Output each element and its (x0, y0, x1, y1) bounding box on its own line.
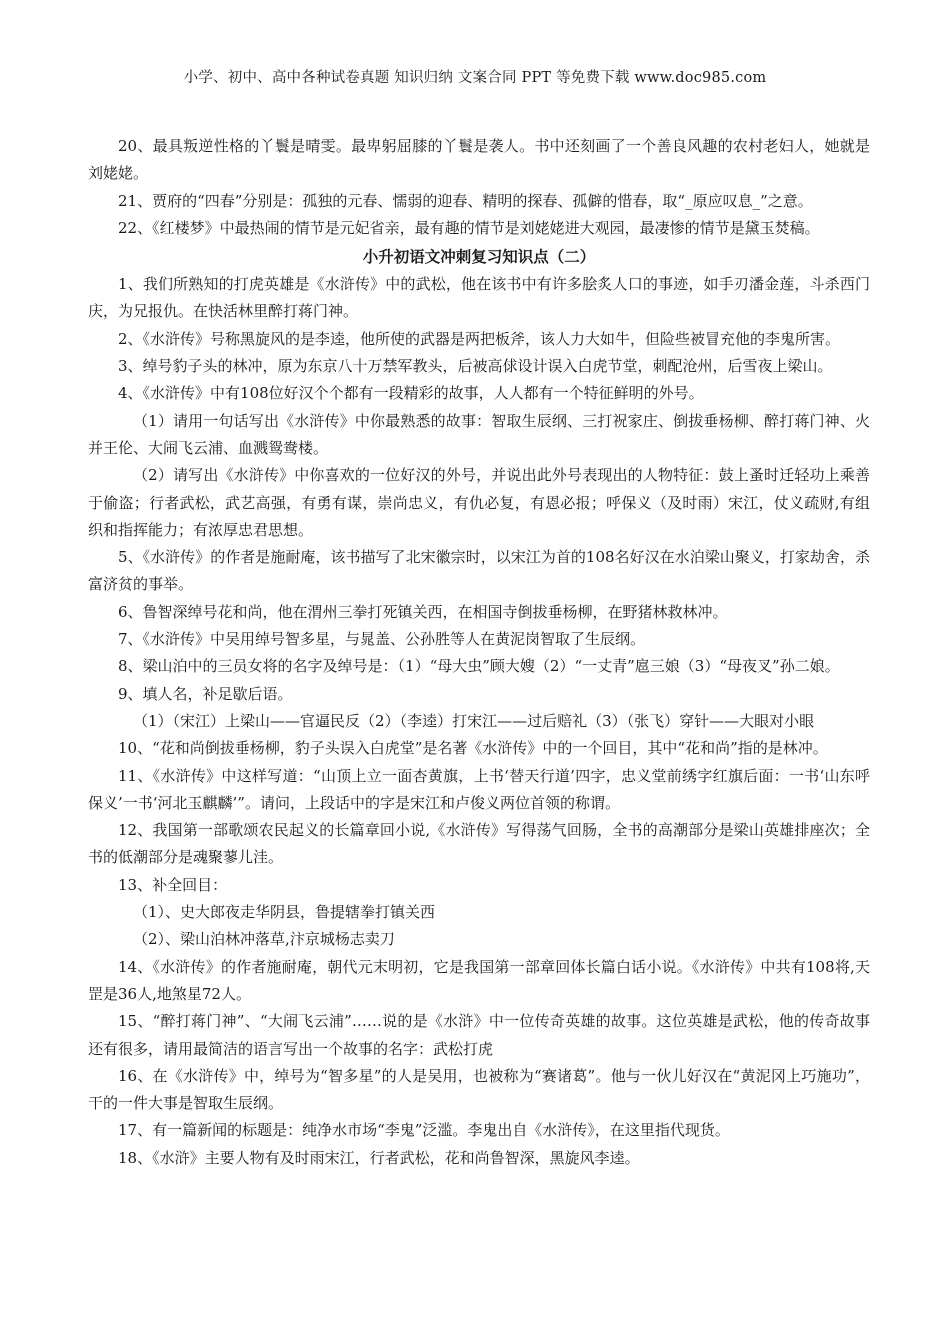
paragraph-17: 17、有一篇新闻的标题是：纯净水市场“李鬼”泛滥。李鬼出自《水浒传》，在这里指代现货。 (118, 1121, 730, 1140)
paragraph-12: 12、我国第一部歌颂农民起义的长篇章回小说,《水浒传》写得荡气回肠，全书的高潮部分是梁山英雄排座次；全书的低潮部分是魂聚蓼儿洼。 (88, 821, 870, 867)
paragraph-13: 13、补全回目： (118, 875, 228, 894)
paragraph-16: 16、在《水浒传》中，绰号为“智多星”的人是吴用，也被称为“赛诸葛”。他与一伙儿好汉在“黄泥冈上巧施功”，干的一件大事是智取生辰纲。 (88, 1066, 870, 1113)
paragraph-11: 11、《水浒传》中这样写道：“山顶上立一面杏黄旗，上书‘替天行道’四字，忠义堂前绣字红旗后面：一书‘山东呼保义’一书‘河北玉麒麟’”。请问，上段话中的字是宋江和卢俊义两位首领的称谓。 (88, 766, 870, 812)
paragraph-10: 10、“花和尚倒拔垂杨柳，豹子头误入白虎堂”是名著《水浒传》中的一个回目，其中“花和尚”指的是林冲。 (118, 739, 828, 758)
section-title: 小升初语文冲刺复习知识点（二） (362, 247, 596, 267)
paragraph-7: 7、《水浒传》中吴用绰号智多星，与晁盖、公孙胜等人在黄泥岗智取了生辰纲。 (118, 630, 646, 649)
paragraph-18: 18、《水浒》主要人物有及时雨宋江，行者武松，花和尚鲁智深，黑旋风李逵。 (118, 1148, 640, 1167)
paragraph-13-1: （1）、史大郎夜走华阴县，鲁提辖拳打镇关西 (133, 903, 436, 922)
paragraph-22: 22、《红楼梦》中最热闹的情节是元妃省亲，最有趣的情节是刘姥姥进大观园，最凄惨的情节是黛玉焚稿。 (118, 218, 820, 237)
paragraph-4-1: （1）请用一句话写出《水浒传》中你最熟悉的故事：智取生辰纲、三打祝家庄、倒拔垂杨柳、醉打蒋门神、火并王伦、大闹飞云浦、血溅鸳鸯楼。 (88, 411, 870, 457)
paragraph-9-answers: （1）（宋江）上梁山——官逼民反（2）（李逵）打宋江——过后赔礼（3）（张飞）穿针——大眼对小眼 (133, 711, 815, 730)
paragraph-5: 5、《水浒传》的作者是施耐庵，该书描写了北宋徽宗时，以宋江为首的108名好汉在水泊梁山聚义，打家劫舍，杀富济贫的事举。 (88, 548, 870, 594)
paragraph-9: 9、填人名，补足歇后语。 (118, 684, 293, 703)
paragraph-4: 4、《水浒传》中有108位好汉个个都有一段精彩的故事，人人都有一个特征鲜明的外号。 (118, 384, 704, 403)
paragraph-3: 3、绰号豹子头的林冲，原为东京八十万禁军教头，后被高俅设计误入白虎节堂，刺配沧州，后雪夜上梁山。 (118, 357, 833, 376)
paragraph-8: 8、梁山泊中的三员女将的名字及绰号是：（1）“母大虫”顾大嫂（2）“一丈青”扈三娘（3）“母夜叉”孙二娘。 (118, 657, 840, 676)
paragraph-2: 2、《水浒传》号称黑旋风的是李逵，他所使的武器是两把板斧，该人力大如牛，但险些被冒充他的李鬼所害。 (118, 329, 841, 348)
document-body (88, 133, 870, 1172)
paragraph-21: 21、贾府的“四春”分别是：孤独的元春、懦弱的迎春、精明的探春、孤僻的惜春，取“_原应叹息_”之意。 (118, 191, 813, 210)
paragraph-14: 14、《水浒传》的作者施耐庵，朝代元末明初，它是我国第一部章回体长篇白话小说。《水浒传》中共有108将,天罡是36人,地煞星72人。 (88, 957, 870, 1003)
page-header: 小学、初中、高中各种试卷真题 知识归纳 文案合同 PPT 等免费下载 www.doc985.com (183, 70, 767, 86)
paragraph-4-2: （2）请写出《水浒传》中你喜欢的一位好汉的外号，并说出此外号表现出的人物特征：鼓上蚤时迁轻功上乘善于偷盗；行者武松，武艺高强，有勇有谋，崇尚忠义，有仇必复，有恩必报；呼保义（及时雨）宋江，仗义疏财,有组织和指挥能力；有浓厚忠君思想。 (88, 466, 870, 539)
paragraph-20: 20、最具叛逆性格的丫鬟是晴雯。最卑躬屈膝的丫鬟是袭人。书中还刻画了一个善良风趣的农村老妇人，她就是刘姥姥。 (88, 137, 870, 183)
paragraph-15: 15、“醉打蒋门神”、“大闹飞云浦”……说的是《水浒》中一位传奇英雄的故事。这位英雄是武松，他的传奇故事还有很多，请用最简洁的语言写出一个故事的名字：武松打虎 (88, 1012, 870, 1058)
paragraph-1: 1、我们所熟知的打虎英雄是《水浒传》中的武松，他在该书中有许多脍炙人口的事迹，如手刃潘金莲，斗杀西门庆，为兄报仇。在快活林里醉打蒋门神。 (88, 275, 870, 321)
paragraph-6: 6、鲁智深绰号花和尚，他在渭州三拳打死镇关西，在相国寺倒拔垂杨柳，在野猪林救林冲。 (118, 602, 728, 621)
paragraph-13-2: （2）、梁山泊林冲落草,汴京城杨志卖刀 (133, 930, 395, 949)
